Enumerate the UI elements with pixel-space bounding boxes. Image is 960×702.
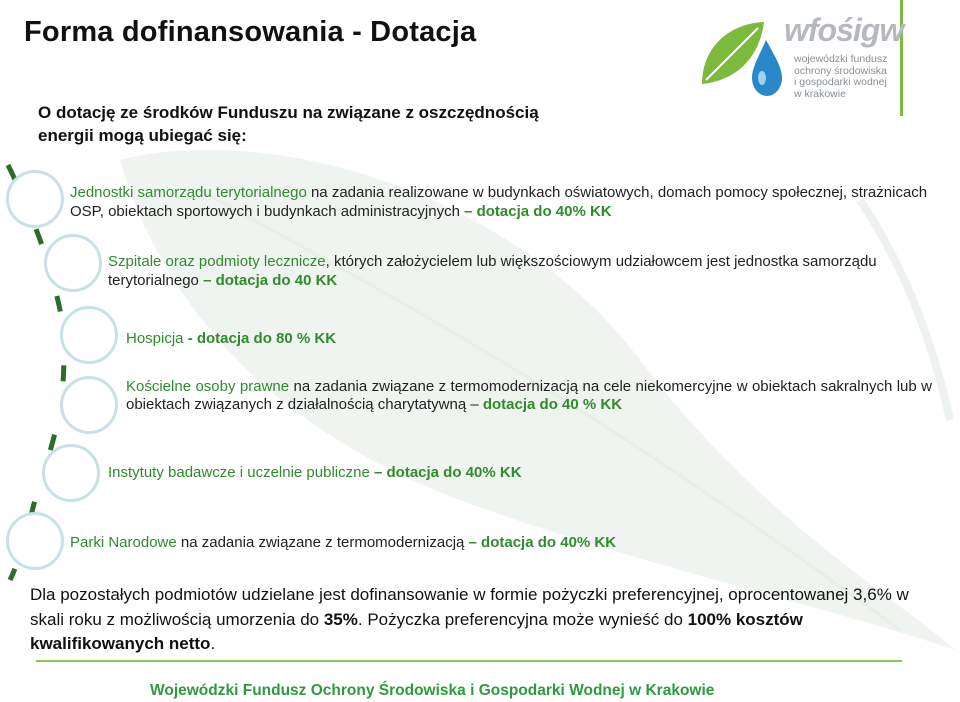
logo-wordmark: wfośigw	[784, 12, 904, 48]
item-6-grant: – dotacja do 40% KK	[468, 534, 617, 551]
list-item-szpitale	[108, 252, 938, 290]
bubble-5	[42, 444, 100, 502]
bubble-2	[44, 234, 102, 292]
logo-subtitle	[794, 54, 894, 100]
footer-divider	[36, 660, 902, 662]
intro-heading	[38, 101, 638, 147]
item-3-subject: Hospicja	[126, 330, 184, 347]
bubble-3	[60, 306, 118, 364]
item-4-subject: Kościelne osoby prawne	[126, 378, 290, 395]
loan-text-1: Dla pozostałych podmiotów udzielane jest dofinansowanie w formie pożyczki preferencyjnej, oprocentowanej 3,6% w skali roku z możliwością umorzenia do	[30, 585, 909, 629]
bubble-1	[6, 170, 64, 228]
loan-info-paragraph	[30, 583, 930, 657]
list-item-hospicja	[126, 329, 926, 348]
loan-remission-pct: 35%	[323, 609, 358, 629]
footer-organization-name: Wojewódzki Fundusz Ochrony Środowiska i Gospodarki Wodnej w Krakowie	[150, 682, 715, 699]
item-5-subject: Instytuty badawcze i uczelnie publiczne	[108, 464, 370, 481]
loan-text-2: . Pożyczka preferencyjna może wynieść do	[357, 609, 688, 629]
item-5-grant: – dotacja do 40% KK	[373, 464, 522, 481]
item-1-grant: – dotacja do 40% KK	[464, 203, 612, 220]
bubble-4	[60, 376, 118, 434]
list-item-instytuty	[108, 463, 928, 482]
item-4-text: na zadania związane z termomodernizacją na cele niekomercyjne w obiektach sakralnych lub w obiektach związanych z działalnością charytatywną –	[126, 378, 932, 413]
item-2-grant: – dotacja do 40 KK	[203, 272, 338, 289]
intro-line-2: energii mogą ubiegać się:	[38, 126, 247, 145]
item-1-text: na zadania realizowane w budynkach oświatowych, domach pomocy społecznej, strażnicach OSP, obiektach sportowych i budynkach administracyjnych	[70, 184, 928, 220]
list-item-parki	[70, 533, 930, 552]
item-1-subject: Jednostki samorządu terytorialnego	[70, 184, 307, 201]
bubble-6	[6, 512, 64, 570]
loan-text-3: .	[210, 634, 216, 653]
logo-sub-line-1: wojewódzki fundusz	[794, 53, 888, 65]
logo-sub-line-3: i gospodarki wodnej	[794, 76, 887, 88]
item-6-subject: Parki Narodowe	[70, 534, 177, 551]
leaf-drop-icon	[696, 10, 786, 106]
logo-sub-line-2: ochrony środowiska	[794, 64, 887, 77]
logo-sub-line-4: w krakowie	[794, 87, 846, 100]
item-4-grant: dotacja do 40 % KK	[482, 396, 623, 413]
list-item-jst	[70, 183, 938, 221]
item-3-grant: - dotacja do 80 % KK	[183, 330, 337, 347]
page-title: Forma dofinansowania - Dotacja	[24, 16, 477, 48]
item-6-text: na zadania związane z termomodernizacją	[176, 534, 469, 551]
intro-line-1: O dotację ze środków Funduszu na związane z oszczędnością	[38, 103, 539, 122]
wfosigw-logo	[696, 10, 904, 106]
loan-max-amount: 100% kosztów kwalifikowanych netto	[30, 609, 803, 653]
item-2-subject: Szpitale oraz podmioty lecznicze	[108, 253, 326, 270]
item-2-text: , których założycielem lub większościowym udziałowcem jest jednostka samorządu terytorialnego	[108, 253, 877, 289]
list-item-koscielne	[126, 378, 932, 414]
